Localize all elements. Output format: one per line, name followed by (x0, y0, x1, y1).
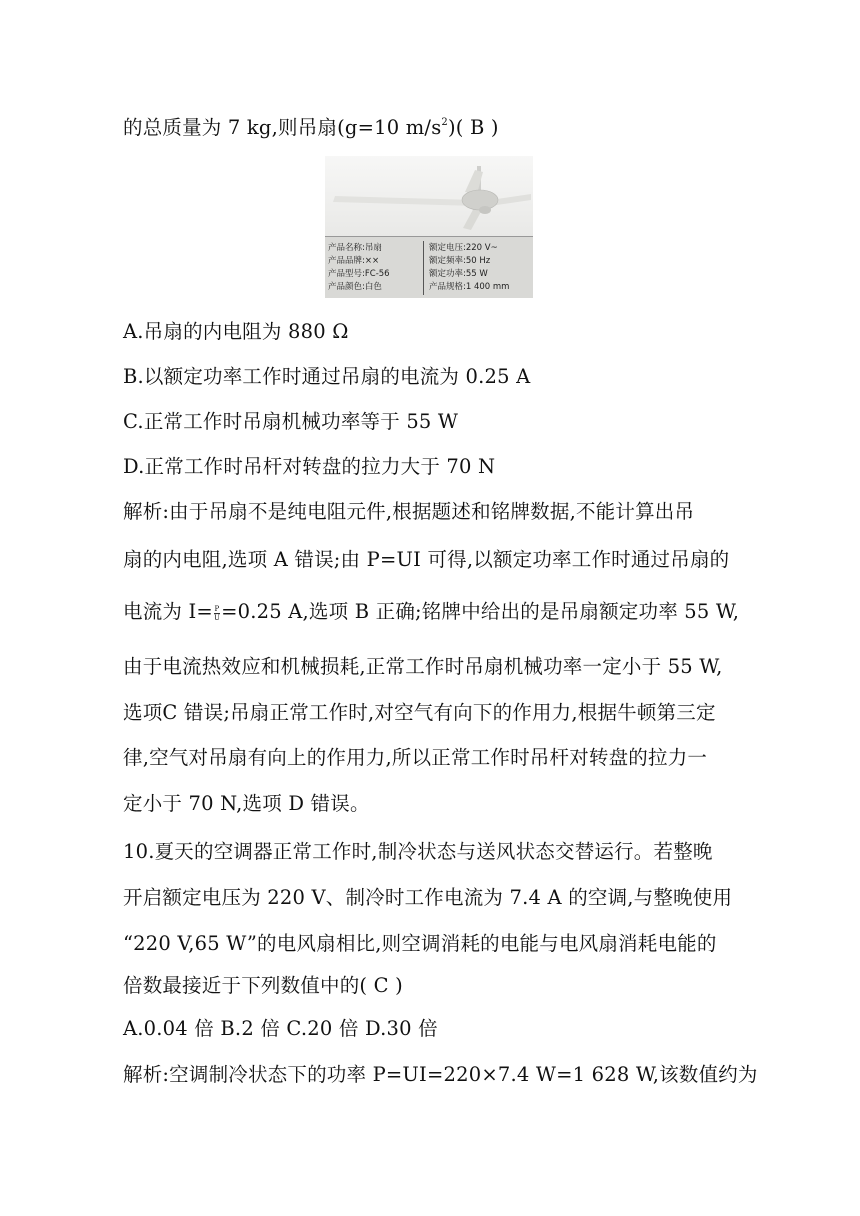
nameplate (325, 236, 533, 298)
nameplate-model: 产品型号:FC-56 (328, 269, 390, 279)
ceiling-fan-photo (325, 156, 533, 236)
q9-solution-line-2: 扇的内电阻,选项 A 错误;由 P=UI 可得,以额定功率工作时通过吊扇的 (123, 548, 730, 571)
nameplate-divider (423, 241, 424, 295)
q10-stem-line-4: 倍数最接近于下列数值中的( C ) (123, 974, 403, 997)
nameplate-left (328, 242, 390, 294)
q9-stem (123, 118, 499, 138)
fraction-p-over-u (214, 605, 220, 622)
q9-solution-line-7: 定小于 70 N,选项 D 错误。 (123, 792, 370, 815)
q9-solution-line-4: 由于电流热效应和机械损耗,正常工作时吊扇机械功率一定小于 55 W, (123, 655, 723, 678)
q10-stem-line-3: “220 V,65 W”的电风扇相比,则空调消耗的电能与电风扇消耗电能的 (123, 932, 717, 955)
q9-option-c: C.正常工作时吊扇机械功率等于 55 W (123, 410, 459, 433)
nameplate-brand: 产品品牌:×× (328, 256, 380, 266)
q9-solution-line-3 (123, 602, 739, 622)
q9-option-d: D.正常工作时吊杆对转盘的拉力大于 70 N (123, 455, 496, 478)
q10-options: A.0.04 倍 B.2 倍 C.20 倍 D.30 倍 (123, 1017, 438, 1040)
nameplate-frequency: 额定频率:50 Hz (429, 256, 491, 266)
nameplate-size: 产品规格:1 400 mm (429, 282, 510, 292)
nameplate-color: 产品颜色:白色 (328, 282, 382, 292)
q9-solution-line-3-b: =0.25 A,选项 B 正确;铭牌中给出的是吊扇额定功率 55 W, (221, 600, 740, 623)
q9-solution-line-5: 选项C 错误;吊扇正常工作时,对空气有向下的作用力,根据牛顿第三定 (123, 701, 716, 724)
q9-solution-line-6: 律,空气对吊扇有向上的作用力,所以正常工作时吊杆对转盘的拉力一 (123, 746, 708, 769)
fraction-numerator: P (214, 605, 220, 613)
nameplate-power: 额定功率:55 W (429, 269, 488, 279)
nameplate-right (429, 242, 509, 294)
q10-stem-line-2: 开启额定电压为 220 V、制冷时工作电流为 7.4 A 的空调,与整晚使用 (123, 886, 733, 909)
q10-solution-line-1: 解析:空调制冷状态下的功率 P=UI=220×7.4 W=1 628 W,该数值约为 (123, 1063, 758, 1086)
ceiling-fan-figure (325, 156, 533, 298)
q9-stem-answer: )( B ) (447, 116, 499, 139)
q9-option-a: A.吊扇的内电阻为 880 Ω (123, 320, 349, 343)
nameplate-name: 产品名称:吊扇 (328, 243, 382, 253)
nameplate-voltage: 额定电压:220 V~ (429, 243, 498, 253)
q9-solution-line-3-a: 电流为 I= (123, 600, 213, 623)
q9-stem-sup: 2 (441, 117, 448, 128)
q9-stem-text: 的总质量为 7 kg,则吊扇(g=10 m/s (123, 116, 442, 139)
q9-solution-line-1: 解析:由于吊扇不是纯电阻元件,根据题述和铭牌数据,不能计算出吊 (123, 500, 695, 523)
fraction-denominator: U (213, 614, 221, 622)
q10-stem-line-1: 10.夏天的空调器正常工作时,制冷状态与送风状态交替运行。若整晚 (123, 840, 713, 863)
q9-option-b: B.以额定功率工作时通过吊扇的电流为 0.25 A (123, 365, 531, 388)
